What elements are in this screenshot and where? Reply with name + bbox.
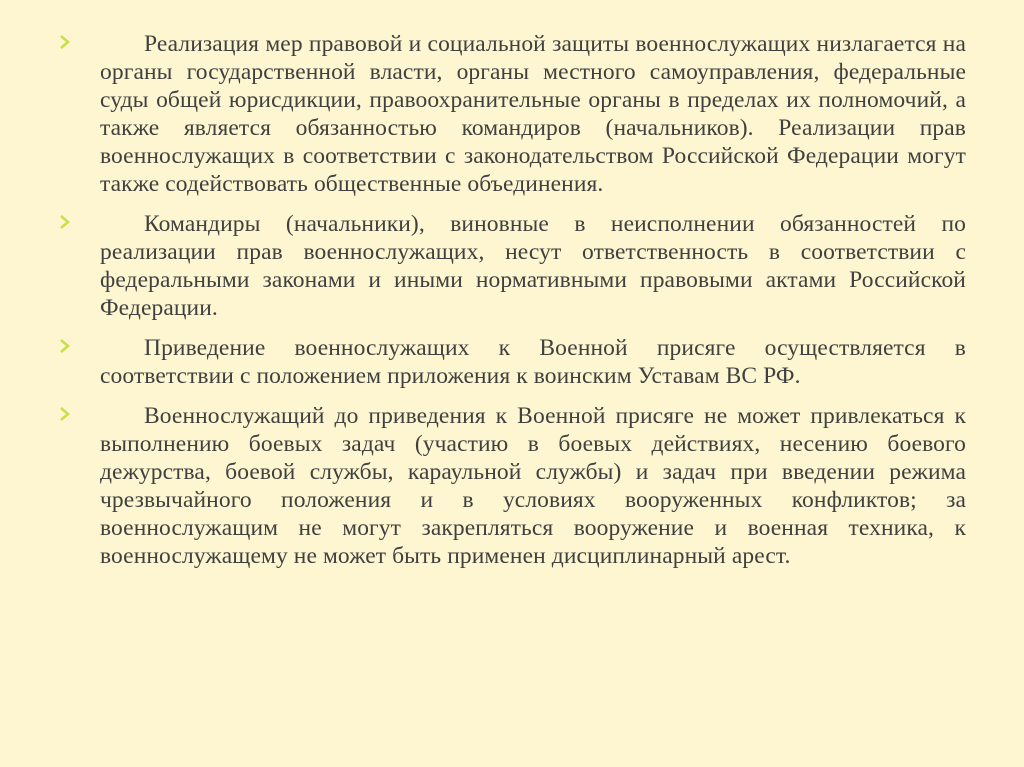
chevron-right-icon <box>58 336 72 356</box>
bullet-item-3 <box>58 334 966 390</box>
bullet-text: Реализация мер правовой и социальной защиты военнослужащих низлагается на органы государственной власти, органы местного самоуправления, федеральные суды общей юрисдикции, правоохранительные органы в пределах их полномочий, а также является обязанностью командиров (начальников). Реализации прав военнослужащих в соответствии с законодательством Российской Федерации могут также содействовать общественные объединения. <box>100 31 966 197</box>
bullet-item-2 <box>58 210 966 322</box>
chevron-right-icon <box>58 404 72 424</box>
bullet-text: Военнослужащий до приведения к Военной присяге не может привлекаться к выполнению боевых задач (участию в боевых действиях, несению боевого дежурства, боевой службы, караульной службы) и задач при введении режима чрезвычайного положения и в условиях вооруженных конфликтов; за военнослужащим не могут закрепляться вооружение и военная техника, к военнослужащему не может быть применен дисциплинарный арест. <box>100 403 966 569</box>
bullet-text: Приведение военнослужащих к Военной присяге осуществляется в соответствии с положением приложения к воинским Уставам ВС РФ. <box>100 335 966 389</box>
chevron-right-icon <box>58 32 72 52</box>
bullet-list <box>58 30 966 582</box>
bullet-item-1 <box>58 30 966 198</box>
bullet-text: Командиры (начальники), виновные в неисполнении обязанностей по реализации прав военнослужащих, несут ответственность в соответствии с федеральными законами и иными нормативными правовыми актами Российской Федерации. <box>100 211 966 321</box>
bullet-item-4 <box>58 402 966 570</box>
chevron-right-icon <box>58 212 72 232</box>
